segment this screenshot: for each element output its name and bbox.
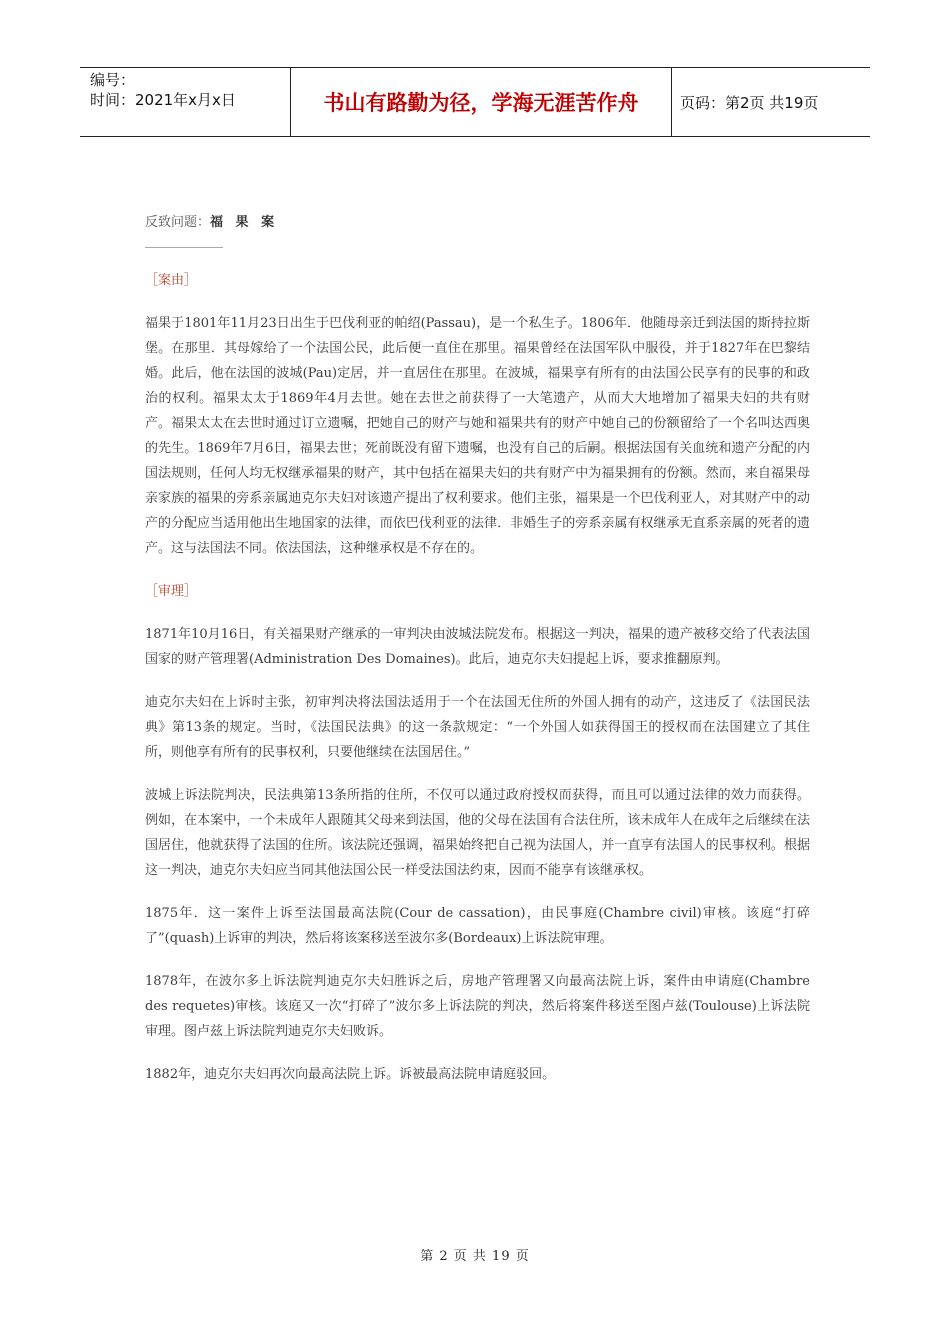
header-page-number: 页码：第2页 共19页: [680, 93, 819, 112]
paragraph-trial-6: 1882年，迪克尔夫妇再次向最高法院上诉。诉被最高法院申请庭驳回。: [145, 1067, 556, 1082]
title-prefix: 反致问题：: [145, 215, 211, 230]
paragraph-trial-1: 1871年10月16日，有关福果财产继承的一审判决由波城法院发布。根据这一判决，福果的遗产被移交给了代表法国国家的财产管理署(Administration Des Domaines)。此后，迪克尔夫妇提起上诉，要求推翻原判。: [145, 627, 810, 667]
header-meta: [80, 68, 291, 136]
section-heading-cause: ［案由］: [145, 273, 198, 288]
title-case-name: 福 果 案: [210, 215, 279, 230]
header-motto: 书山有路勤为径，学海无涯苦作舟: [291, 68, 672, 136]
document-body: [145, 210, 810, 1105]
document-number: 编号：: [90, 71, 136, 89]
page-footer: 第 2 页 共 19 页: [420, 1249, 530, 1264]
paragraph-trial-2: 迪克尔夫妇在上诉时主张，初审判决将法国法适用于一个在法国无住所的外国人拥有的动产，这违反了《法国民法典》第13条的规定。当时，《法国民法典》的这一条款规定：“一个外国人如获得国王的授权而在法国建立了其住所，则他享有所有的民事权利，只要他继续在法国居住。”: [145, 695, 810, 760]
document-title: [145, 210, 810, 235]
paragraph-trial-3: 波城上诉法院判决，民法典第13条所指的住所，不仅可以通过政府授权而获得，而且可以通过法律的效力而获得。例如，在本案中，一个未成年人跟随其父母来到法国，他的父母在法国有合法住所，该未成年人在成年之后继续在法国居住，他就获得了法国的住所。该法院还强调，福果始终把自己视为法国人，并一直享有法国人的民事权利。根据这一判决，迪克尔夫妇应当同其他法国公民一样受法国法约束，因而不能享有该继承权。: [145, 788, 810, 878]
paragraph-trial-5: 1878年，在波尔多上诉法院判迪克尔夫妇胜诉之后，房地产管理署又向最高法院上诉，案件由申请庭(Chambre des requetes)审核。该庭又一次“打碎了”波尔多上诉法院的判决，然后将案件移送至图卢兹(Toulouse)上诉法院审理。图卢兹上诉法院判迪克尔夫妇败诉。: [145, 974, 810, 1039]
title-divider: [145, 247, 223, 248]
document-date: 时间：2021年x月x日: [90, 91, 236, 109]
paragraph-trial-4: 1875年．这一案件上诉至法国最高法院(Cour de cassation)，由民事庭(Chambre civil)审核。该庭“打碎了”(quash)上诉审的判决，然后将该案移送至波尔多(Bordeaux)上诉法院审理。: [145, 906, 810, 946]
section-heading-trial: ［审理］: [145, 584, 198, 599]
page-header: [80, 67, 870, 137]
paragraph-cause: 福果于1801年11月23日出生于巴伐利亚的帕绍(Passau)，是一个私生子。1806年．他随母亲迁到法国的斯持拉斯堡。在那里．其母嫁给了一个法国公民，此后便一直住在那里。福果曾经在法国军队中服役，并于1827年在巴黎结婚。此后，他在法国的波城(Pau)定居，并一直居住在那里。在波城，福果享有所有的由法国公民享有的民事的和政治的权利。福果太太于1869年4月去世。她在去世之前获得了一大笔遗产，从而大大地增加了福果夫妇的共有财产。福果太太在去世时通过订立遗嘱，把她自己的财产与她和福果共有的财产中她自己的份额留给了一个名叫达西奥的先生。1869年7月6日，福果去世；死前既没有留下遗嘱，也没有自己的后嗣。根据法国有关血统和遗产分配的内国法规则，任何人均无权继承福果的财产，其中包括在福果夫妇的共有财产中为福果拥有的份额。然而，来自福果母亲家族的福果的旁系亲属迪克尔夫妇对该遗产提出了权利要求。他们主张，福果是一个巴伐利亚人，对其财产中的动产的分配应当适用他出生地国家的法律，而依巴伐利亚的法律．非婚生子的旁系亲属有权继承无直系亲属的死者的遗产。这与法国法不同。依法国法，这种继承权是不存在的。: [145, 316, 810, 556]
